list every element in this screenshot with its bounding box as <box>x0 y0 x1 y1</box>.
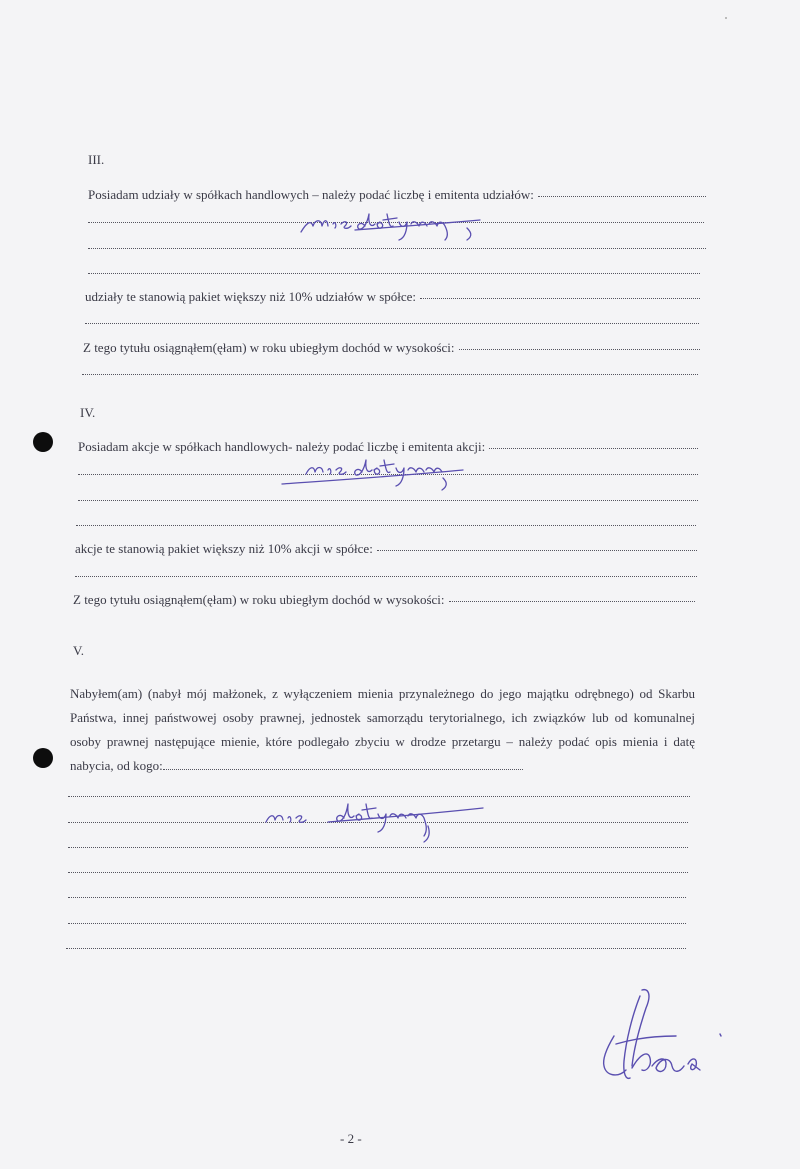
section-3-heading: III. <box>88 152 105 167</box>
dotted-line <box>85 323 699 324</box>
stocks-field <box>78 439 698 455</box>
shares-fill-line <box>538 194 706 197</box>
shares-package-fill-line <box>420 296 700 299</box>
page-number: - 2 - <box>340 1131 362 1146</box>
stocks-income-field <box>73 592 695 608</box>
dotted-line <box>68 872 688 873</box>
dotted-line <box>78 500 698 501</box>
dotted-line <box>68 897 686 898</box>
dotted-line <box>66 948 686 949</box>
handwritten-not-applicable-4 <box>278 454 473 496</box>
shares-package-label: udziały te stanowią pakiet większy niż 10% udziałów w spółce: <box>85 289 417 304</box>
acquired-property-fill-line <box>163 767 523 770</box>
stocks-package-fill-line <box>377 548 697 551</box>
handwritten-not-applicable-5 <box>258 796 488 844</box>
shares-income-field <box>83 340 700 356</box>
dotted-line <box>76 525 696 526</box>
stocks-package-field <box>75 541 697 557</box>
stocks-income-label: Z tego tytułu osiągnąłem(ęłam) w roku ubiegłym dochód w wysokości: <box>73 592 445 607</box>
handwritten-not-applicable-3 <box>295 196 490 244</box>
section-5-heading: V. <box>73 643 84 658</box>
dotted-line <box>68 923 686 924</box>
shares-income-label: Z tego tytułu osiągnąłem(ęłam) w roku ubiegłym dochód w wysokości: <box>83 340 455 355</box>
dotted-line <box>88 273 700 274</box>
stocks-package-label: akcje te stanowią pakiet większy niż 10% akcji w spółce: <box>75 541 373 556</box>
dotted-line <box>68 847 688 848</box>
punch-hole <box>33 748 53 768</box>
section-4-heading: IV. <box>80 405 96 420</box>
dotted-line <box>88 248 706 249</box>
shares-package-field <box>85 289 700 305</box>
stocks-label: Posiadam akcje w spółkach handlowych- należy podać liczbę i emitenta akcji: <box>78 439 486 454</box>
signature <box>596 986 726 1086</box>
shares-label: Posiadam udziały w spółkach handlowych – należy podać liczbę i emitenta udziałów: <box>88 187 534 202</box>
dotted-line <box>82 374 698 375</box>
punch-hole <box>33 432 53 452</box>
shares-income-fill-line <box>459 347 700 350</box>
acquired-property-text: Nabyłem(am) (nabył mój małżonek, z wyłączeniem mienia przynależnego do jego majątku odrębnego) od Skarbu Państwa, innej państwowej osoby prawnej, jednostek samorządu terytorialnego, ich związków lub od komunalnej osoby prawnej następujące mienie, które podlegało zbyciu w drodze przetargu – należy podać opis mienia i datę nabycia, od kogo: <box>70 686 695 773</box>
dotted-line <box>75 576 697 577</box>
acquired-property-paragraph <box>70 682 695 778</box>
scan-speck <box>725 17 727 19</box>
stocks-income-fill-line <box>449 599 695 602</box>
stocks-fill-line <box>489 446 698 449</box>
